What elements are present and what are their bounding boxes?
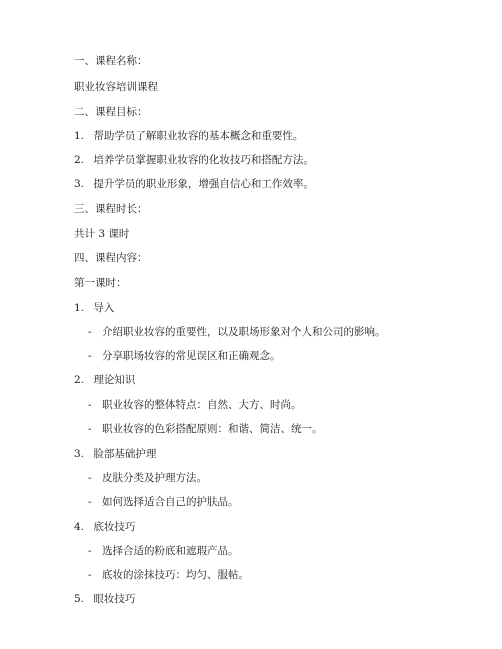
topic-heading [74, 301, 114, 315]
point-text: 职业妆容的色彩搭配原则：和谐、简洁、统一。 [102, 423, 323, 435]
topic-point [88, 398, 302, 412]
topic-title: 底妆技巧 [93, 521, 136, 533]
topic-title: 眼妆技巧 [93, 593, 136, 605]
topic-title: 理论知识 [93, 374, 136, 386]
dash-bullet: - [88, 423, 92, 435]
topic-heading [74, 520, 135, 534]
point-text: 介绍职业妆容的重要性，以及职场形象对个人和公司的影响。 [102, 326, 386, 338]
goal-text: 提升学员的职业形象，增强自信心和工作效率。 [93, 178, 314, 190]
topic-number: 2. [74, 374, 85, 386]
topic-number: 4. [74, 521, 85, 533]
point-text: 分享职场妆容的常见误区和正确观念。 [102, 350, 281, 362]
goal-number: 3. [74, 178, 85, 190]
section-heading-course-name: 一、课程名称： [74, 55, 148, 67]
section-heading-duration: 三、课程时长： [74, 203, 148, 215]
section-heading-goals: 二、课程目标： [74, 106, 148, 118]
topic-point [88, 471, 207, 485]
course-name: 职业妆容培训课程 [74, 81, 158, 93]
goal-item [74, 129, 303, 143]
topic-point [88, 325, 386, 339]
topic-point [88, 544, 239, 558]
dash-bullet: - [88, 496, 92, 508]
dash-bullet: - [88, 399, 92, 411]
goal-number: 2. [74, 154, 85, 166]
goal-item [74, 153, 314, 167]
topic-title: 脸部基础护理 [93, 448, 157, 460]
duration-text: 共计 3 课时 [74, 228, 130, 240]
dash-bullet: - [88, 326, 92, 338]
goal-number: 1. [74, 130, 85, 142]
topic-point [88, 495, 239, 509]
point-text: 选择合适的粉底和遮瑕产品。 [102, 545, 239, 557]
section-heading-content: 四、课程内容： [74, 252, 148, 264]
topic-heading [74, 373, 135, 387]
topic-number: 1. [74, 302, 85, 314]
lesson-heading: 第一课时： [74, 277, 127, 289]
topic-number: 5. [74, 593, 85, 605]
dash-bullet: - [88, 569, 92, 581]
dash-bullet: - [88, 545, 92, 557]
dash-bullet: - [88, 350, 92, 362]
point-text: 如何选择适合自己的护肤品。 [102, 496, 239, 508]
topic-point [88, 568, 249, 582]
point-text: 底妆的涂抹技巧：均匀、服帖。 [102, 569, 249, 581]
dash-bullet: - [88, 472, 92, 484]
goal-text: 帮助学员了解职业妆容的基本概念和重要性。 [93, 130, 304, 142]
topic-point [88, 422, 323, 436]
goal-item [74, 177, 314, 191]
topic-heading [74, 447, 156, 461]
topic-title: 导入 [93, 302, 115, 314]
topic-heading [74, 592, 135, 606]
goal-text: 培养学员掌握职业妆容的化妆技巧和搭配方法。 [93, 154, 314, 166]
point-text: 皮肤分类及护理方法。 [102, 472, 207, 484]
topic-point [88, 349, 281, 363]
point-text: 职业妆容的整体特点：自然、大方、时尚。 [102, 399, 302, 411]
topic-number: 3. [74, 448, 85, 460]
